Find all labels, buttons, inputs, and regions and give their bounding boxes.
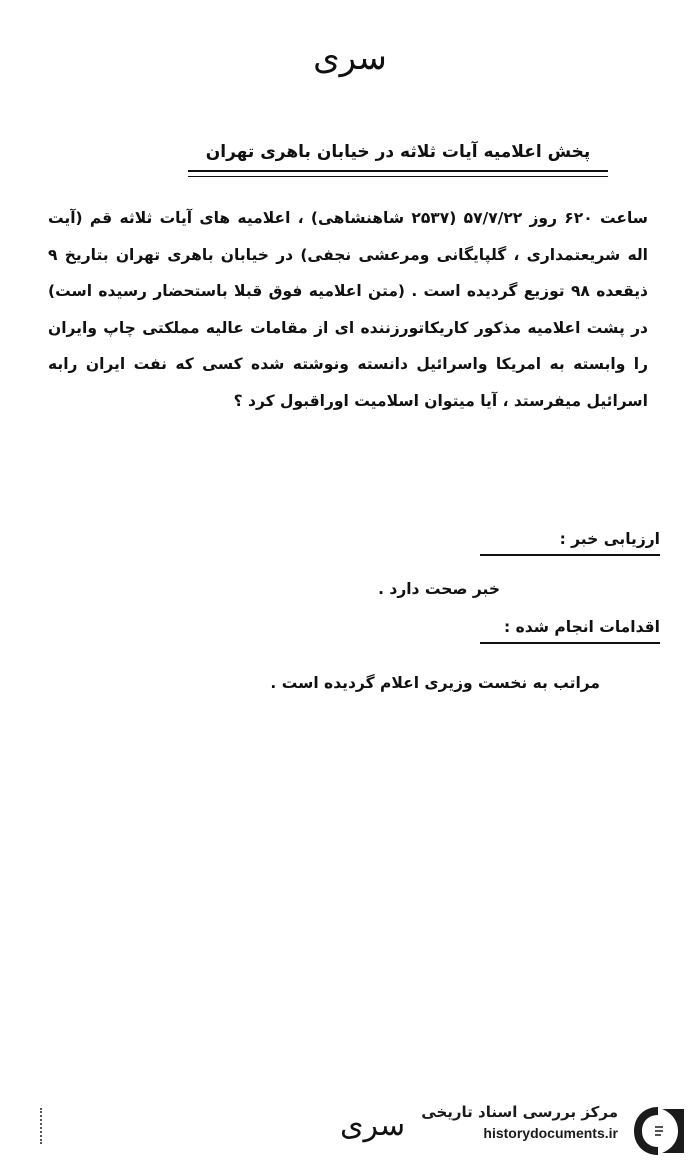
archive-watermark	[421, 1103, 692, 1159]
classification-stamp-bottom: سری	[340, 1108, 406, 1143]
watermark-text	[421, 1103, 618, 1141]
watermark-url: historydocuments.ir	[483, 1125, 618, 1141]
report-paragraph: ساعت ۶۲۰ روز ۵۷/۷/۲۲ (۲۵۳۷ شاهنشاهی) ، اعلامیه های آیات ثلاثه قم (آیت اله شریعتمداری ، گلپایگانی ومرعشی نجفی) در خیابان باهری تهران بتاریخ ۹ ذیقعده ۹۸ توزیع گردیده است . (متن اعلامیه فوق قبلا باستحضار رسیده است) در پشت اعلامیه مذکور کاریکاتورزننده ای از مقامات عالیه مملکتی چاپ وایران را وابسته به امریکا واسرائیل دانسته ونوشته شده کسی که نفت ایران رابه اسرائیل میفرستد ، آیا میتوان اسلامیت اوراقبول کرد ؟	[48, 209, 649, 410]
title-double-underline	[188, 176, 608, 177]
watermark-name: مرکز بررسی اسناد تاریخی	[421, 1103, 618, 1121]
margin-mark	[40, 1108, 46, 1144]
actions-heading: اقدامات انجام شده :	[480, 618, 660, 644]
document-title: پخش اعلامیه آیات ثلاثه در خیابان باهری تهران	[188, 142, 608, 172]
classification-stamp-top: سری	[313, 38, 387, 78]
evaluation-text: خبر صحت دارد .	[378, 580, 500, 598]
archive-logo-icon	[628, 1103, 688, 1159]
actions-text: مراتب به نخست وزیری اعلام گردیده است .	[270, 674, 600, 692]
evaluation-heading: ارزیابی خبر :	[480, 530, 660, 556]
